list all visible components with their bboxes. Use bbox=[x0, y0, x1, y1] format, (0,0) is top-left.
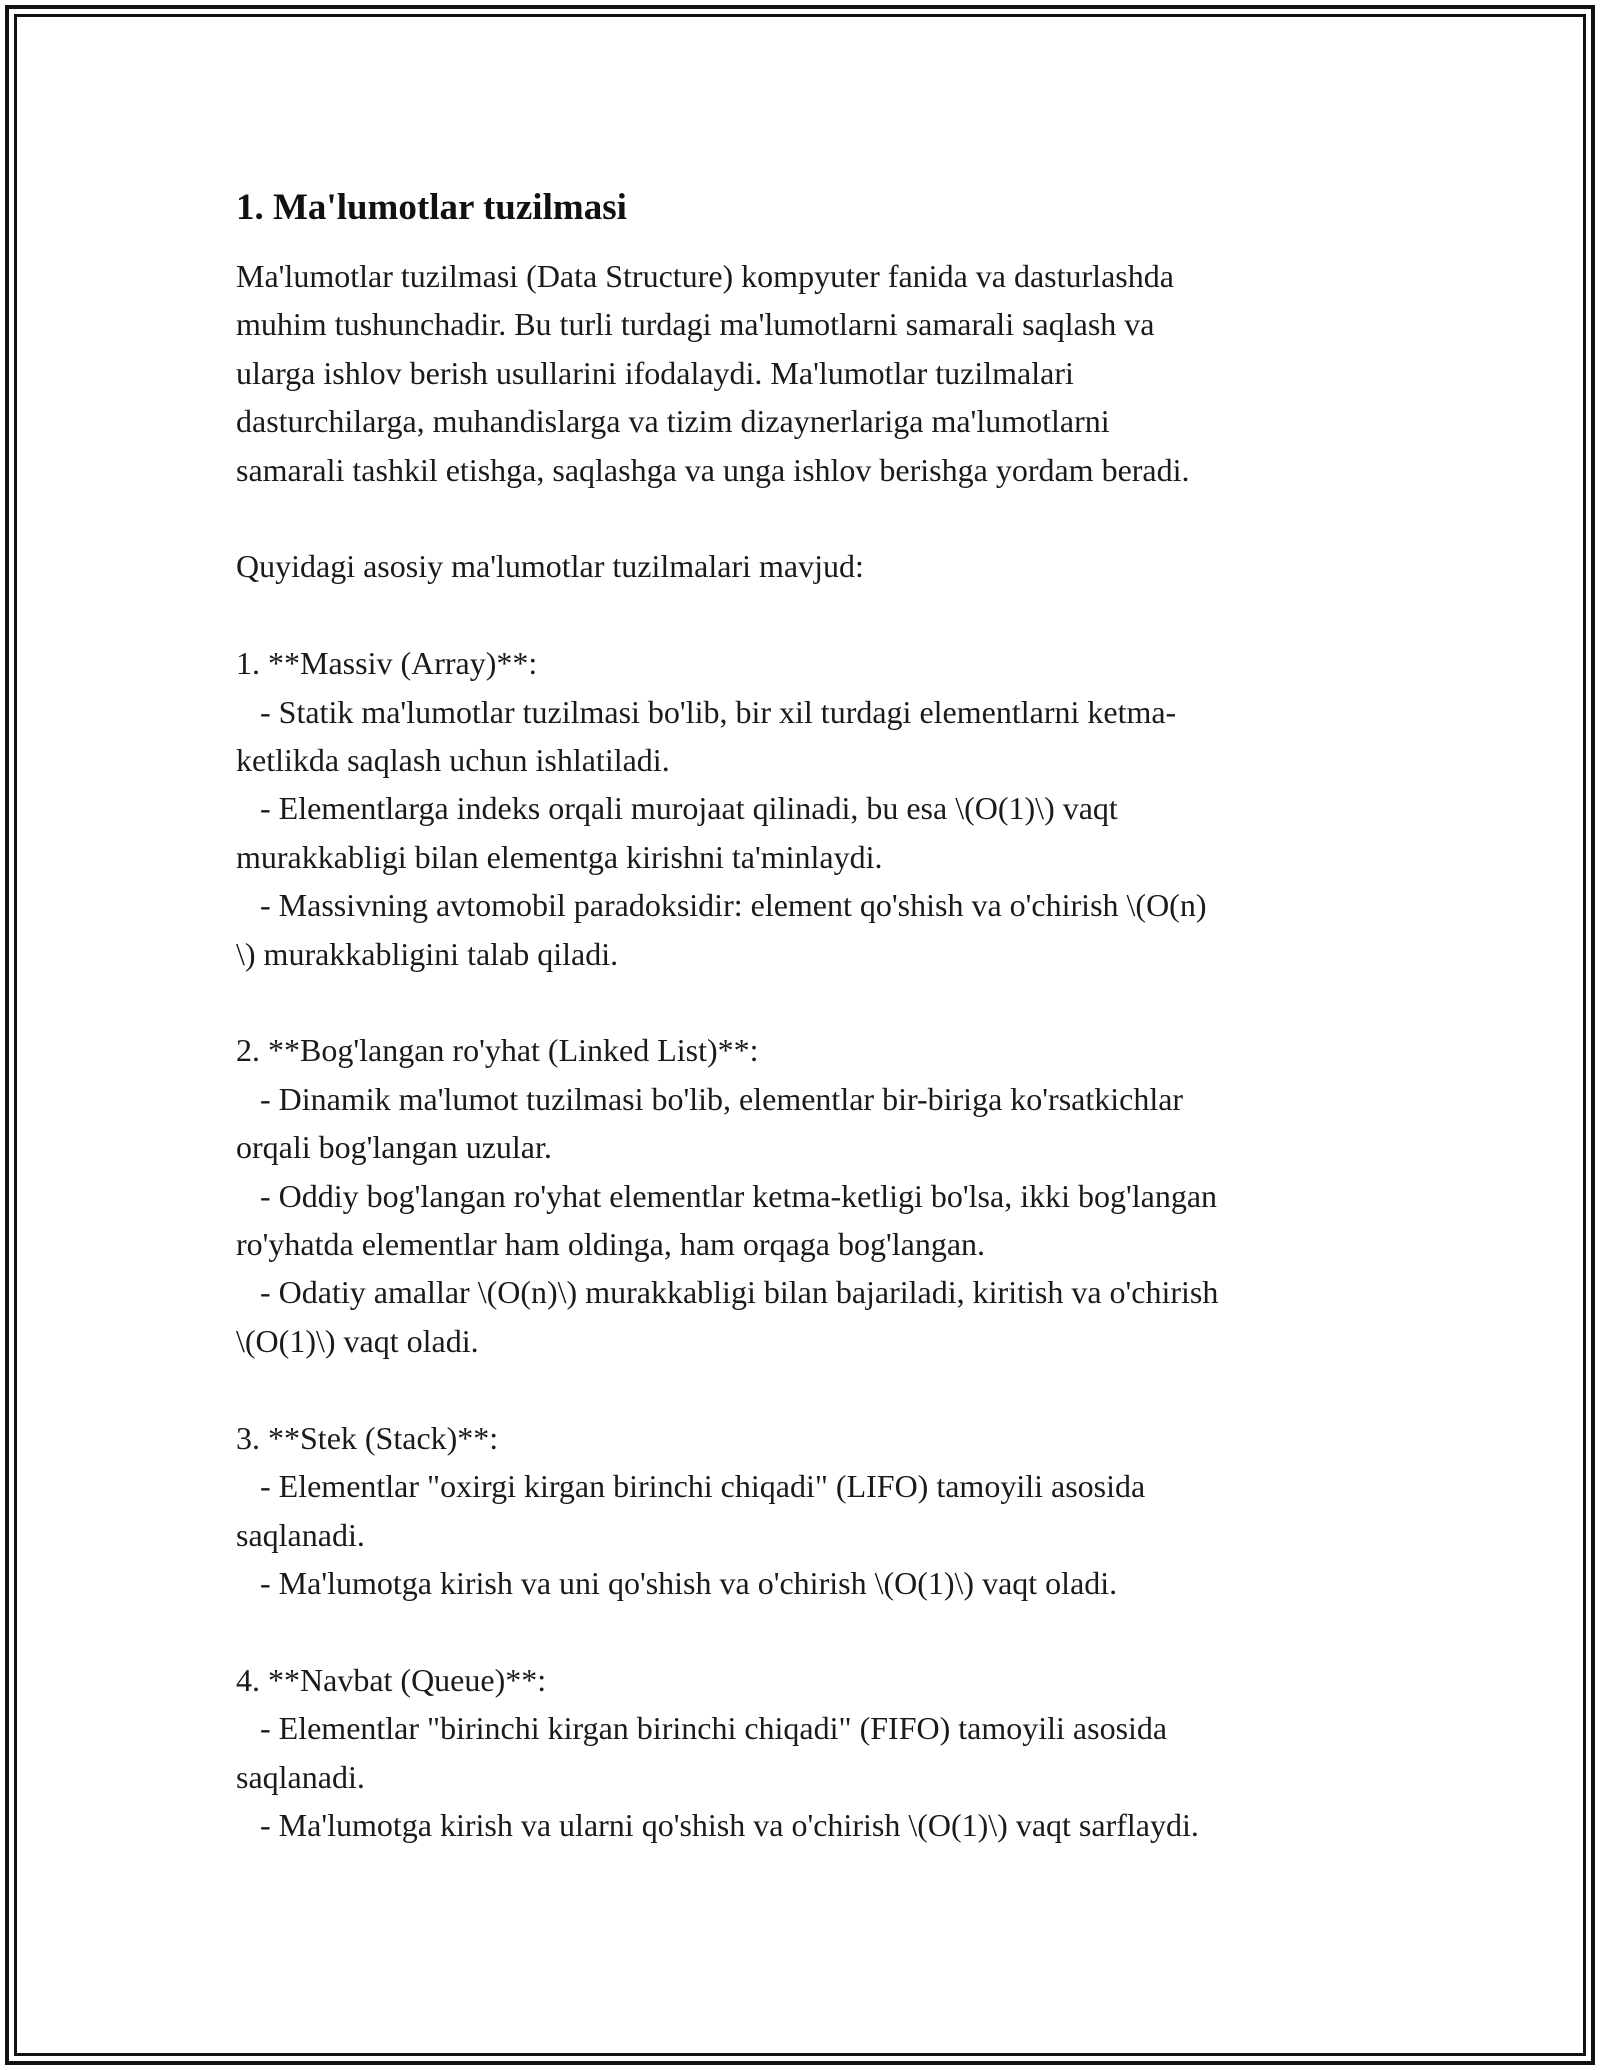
list-section-linked-list bbox=[236, 1026, 1396, 1365]
list-section-queue bbox=[236, 1656, 1396, 1850]
list-section-line: - Odatiy amallar \(O(n)\) murakkabligi bilan bajariladi, kiritish va o'chirish bbox=[236, 1274, 1219, 1311]
intro-line: dasturchilarga, muhandislarga va tizim dizaynerlariga ma'lumotlarni bbox=[236, 403, 1110, 440]
document-body bbox=[236, 184, 1396, 1849]
list-section-line: saqlanadi. bbox=[236, 1516, 365, 1553]
list-section-line: - Oddiy bog'langan ro'yhat elementlar ketma-ketligi bo'lsa, ikki bog'langan bbox=[236, 1177, 1218, 1214]
paragraph-spacer bbox=[236, 1607, 1396, 1655]
list-section-line: ketlikda saqlash uchun ishlatiladi. bbox=[236, 742, 670, 779]
list-section-line: murakkabligi bilan elementga kirishni ta'minlaydi. bbox=[236, 838, 883, 875]
list-section-title: 3. **Stek (Stack)**: bbox=[236, 1419, 499, 1456]
list-section-line: - Elementlarga indeks orqali murojaat qilinadi, bu esa \(O(1)\) vaqt bbox=[236, 790, 1118, 827]
list-section-line: - Elementlar "oxirgi kirgan birinchi chiqadi" (LIFO) tamoyili asosida bbox=[236, 1468, 1146, 1505]
list-section-line: ro'yhatda elementlar ham oldinga, ham orqaga bog'langan. bbox=[236, 1226, 986, 1263]
list-section-line: - Massivning avtomobil paradoksidir: element qo'shish va o'chirish \(O(n) bbox=[236, 887, 1207, 924]
list-section-line: - Dinamik ma'lumot tuzilmasi bo'lib, elementlar bir-biriga ko'rsatkichlar bbox=[236, 1080, 1184, 1117]
paragraph-spacer bbox=[236, 494, 1396, 542]
list-section-line: - Elementlar "birinchi kirgan birinchi chiqadi" (FIFO) tamoyili asosida bbox=[236, 1710, 1168, 1747]
intro-line: Ma'lumotlar tuzilmasi (Data Structure) kompyuter fanida va dasturlashda bbox=[236, 258, 1174, 294]
intro-line: samarali tashkil etishga, saqlashga va unga ishlov berishga yordam beradi. bbox=[236, 451, 1190, 488]
list-section-title: 4. **Navbat (Queue)**: bbox=[236, 1661, 547, 1698]
paragraph-spacer bbox=[236, 591, 1396, 639]
list-section-line: saqlanadi. bbox=[236, 1758, 365, 1795]
list-section-line: - Ma'lumotga kirish va ularni qo'shish va o'chirish \(O(1)\) vaqt sarflaydi. bbox=[236, 1806, 1199, 1843]
paragraph-spacer bbox=[236, 1365, 1396, 1413]
intro-line: ularga ishlov berish usullarini ifodalaydi. Ma'lumotlar tuzilmalari bbox=[236, 354, 1074, 391]
list-intro: Quyidagi asosiy ma'lumotlar tuzilmalari mavjud: bbox=[236, 548, 864, 585]
intro-paragraph bbox=[236, 252, 1396, 494]
list-section-title: 2. **Bog'langan ro'yhat (Linked List)**: bbox=[236, 1032, 759, 1069]
list-section-line: - Statik ma'lumotlar tuzilmasi bo'lib, bir xil turdagi elementlarni ketma- bbox=[236, 693, 1177, 730]
list-section-line: \(O(1)\) vaqt oladi. bbox=[236, 1322, 479, 1359]
list-section-line: \) murakkabligini talab qiladi. bbox=[236, 935, 619, 972]
list-section-title: 1. **Massiv (Array)**: bbox=[236, 645, 538, 682]
list-section-line: - Ma'lumotga kirish va uni qo'shish va o'chirish \(O(1)\) vaqt oladi. bbox=[236, 1564, 1118, 1601]
section-heading: 1. Ma'lumotlar tuzilmasi bbox=[236, 187, 627, 228]
list-section-stack bbox=[236, 1414, 1396, 1608]
list-section-array bbox=[236, 639, 1396, 978]
intro-line: muhim tushunchadir. Bu turli turdagi ma'lumotlarni samarali saqlash va bbox=[236, 306, 1155, 343]
paragraph-spacer bbox=[236, 978, 1396, 1026]
list-section-line: orqali bog'langan uzular. bbox=[236, 1129, 552, 1166]
